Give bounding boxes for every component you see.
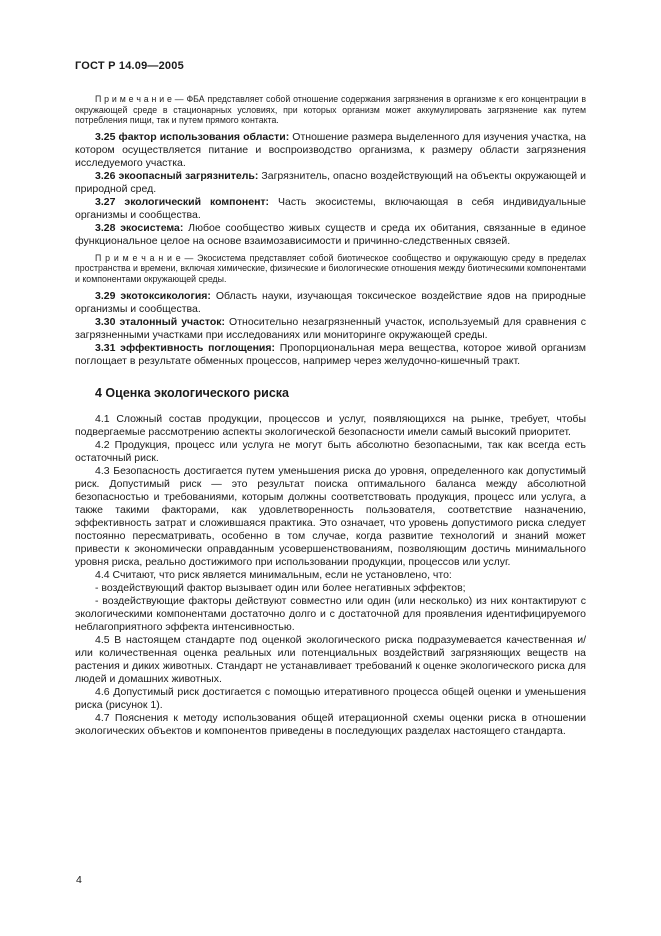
- page-number: 4: [76, 874, 82, 886]
- term-number: 3.29: [95, 289, 116, 302]
- paragraph-4-1: 4.1 Сложный состав продукции, процессов и услуг, появляющихся на рынке, требует, чтобы подвергаемые рассмотрению аспекты экологической безопасности имели самый высокий приоритет.: [75, 412, 586, 438]
- term-number: 3.31: [95, 341, 116, 354]
- term-3-27: [75, 196, 586, 222]
- list-item-1: - воздействующий фактор вызывает один или более негативных эффектов;: [95, 581, 466, 594]
- term-3-28: [75, 222, 586, 248]
- term-name: эффективность поглощения:: [120, 341, 276, 354]
- paragraph-4-2: 4.2 Продукция, процесс или услуга не могут быть абсолютно безопасными, так как всегда есть остаточный риск.: [75, 438, 586, 464]
- section-4-heading: 4 Оценка экологического риска: [95, 385, 289, 400]
- term-3-26: [75, 170, 586, 196]
- term-number: 3.26: [95, 169, 116, 182]
- document-id-header: ГОСТ Р 14.09—2005: [75, 60, 184, 72]
- paragraph-4-6: 4.6 Допустимый риск достигается с помощью итеративного процесса общей оценки и уменьшения риска (рисунок 1).: [75, 685, 586, 711]
- paragraph-4-4: 4.4 Считают, что риск является минимальным, если не установлено, что:: [95, 568, 452, 581]
- term-3-29: [75, 290, 586, 316]
- term-3-30: [75, 316, 586, 342]
- note-fba: П р и м е ч а н и е — ФБА представляет собой отношение содержания загрязнения в организме к его концентрации в окружающей среде в стационарных условиях, при которых организм может аккумулировать загрязнение как путем потребления пищи, так и путем прямого контакта.: [75, 94, 586, 126]
- term-name: экосистема:: [120, 221, 184, 234]
- term-3-25: [75, 131, 586, 170]
- term-name: экотоксикология:: [120, 289, 211, 302]
- term-definition: Загрязнитель, опасно воздействующий на объекты окружающей и природной сред.: [75, 169, 586, 195]
- term-number: 3.30: [95, 315, 116, 328]
- term-definition: Область науки, изучающая токсическое воздействие ядов на природные организмы и сообщества.: [75, 289, 587, 315]
- term-number: 3.27: [95, 195, 116, 208]
- term-name: эталонный участок:: [119, 315, 225, 328]
- term-definition: Часть экосистемы, включающая в себя индивидуальные организмы и сообщества.: [75, 195, 587, 221]
- term-name: экоопасный загрязнитель:: [118, 169, 259, 182]
- term-definition: Отношение размера выделенного для изучения участка, на котором осуществляется питание и воспроизводство организма, к размеру области загрязнения исследуемого участка.: [75, 130, 587, 169]
- term-number: 3.28: [95, 221, 116, 234]
- document-body: [75, 94, 586, 738]
- term-definition: Пропорциональная мера вещества, которое живой организм поглощает в результате обменных процессов, например через желудочно-кишечный тракт.: [75, 341, 586, 367]
- term-name: фактор использования области:: [118, 130, 290, 143]
- paragraph-4-5: 4.5 В настоящем стандарте под оценкой экологического риска подразумевается качественная и/или количественная оценка реальных или потенциальных воздействий загрязняющих веществ на растения и диких животных. Стандарт не устанавливает требований к оценке экологического риска для людей и домашних животных.: [75, 633, 586, 685]
- term-3-31: [75, 342, 586, 368]
- note-ecosystem: П р и м е ч а н и е — Экосистема представляет собой биотическое сообщество и окружающую среду в пределах пространства и времени, включая химические, физические и биологические отношения между биотическими компонентами и компонентами окружающей среды.: [75, 252, 586, 284]
- paragraph-4-7: 4.7 Пояснения к методу использования общей итерационной схемы оценки риска в отношении экологических объектов и компонентов приведены в последующих разделах настоящего стандарта.: [75, 711, 586, 737]
- term-name: экологический компонент:: [124, 195, 270, 208]
- term-definition: Любое сообщество живых существ и среда их обитания, связанные в единое функциональное целое на основе взаимозависимости и причинно-следственных связей.: [75, 221, 586, 247]
- list-item-2: - воздействующие факторы действуют совместно или один (или несколько) из них контактируют с экологическими компонентами достаточно долго и с достаточной для проявления идентифицируемого неблагоприятного эффекта интенсивностью.: [75, 594, 586, 633]
- term-number: 3.25: [95, 130, 116, 143]
- paragraph-4-3: 4.3 Безопасность достигается путем уменьшения риска до уровня, определенного как допустимый риск. Допустимый риск — это результат поиска оптимального баланса между абсолютной безопасностью и требованиями, которым должны соответствовать продукция, процесс или услуга, а также такими факторами, как удовлетворенность пользователя, соответствие назначению, эффективность затрат и сложившаяся практика. Это означает, что уровень допустимого риска следует постоянно пересматривать, особенно в том случае, когда развитие технологий и знаний может привести к экономически оправданным усовершенствованиям, позволяющим достичь минимального уровня риска, реально достижимого при использовании продукции, процессов или услуг.: [75, 464, 586, 568]
- term-definition: Относительно незагрязненный участок, используемый для сравнения с загрязненными участками при исследованиях или мониторинге окружающей среды.: [75, 315, 586, 341]
